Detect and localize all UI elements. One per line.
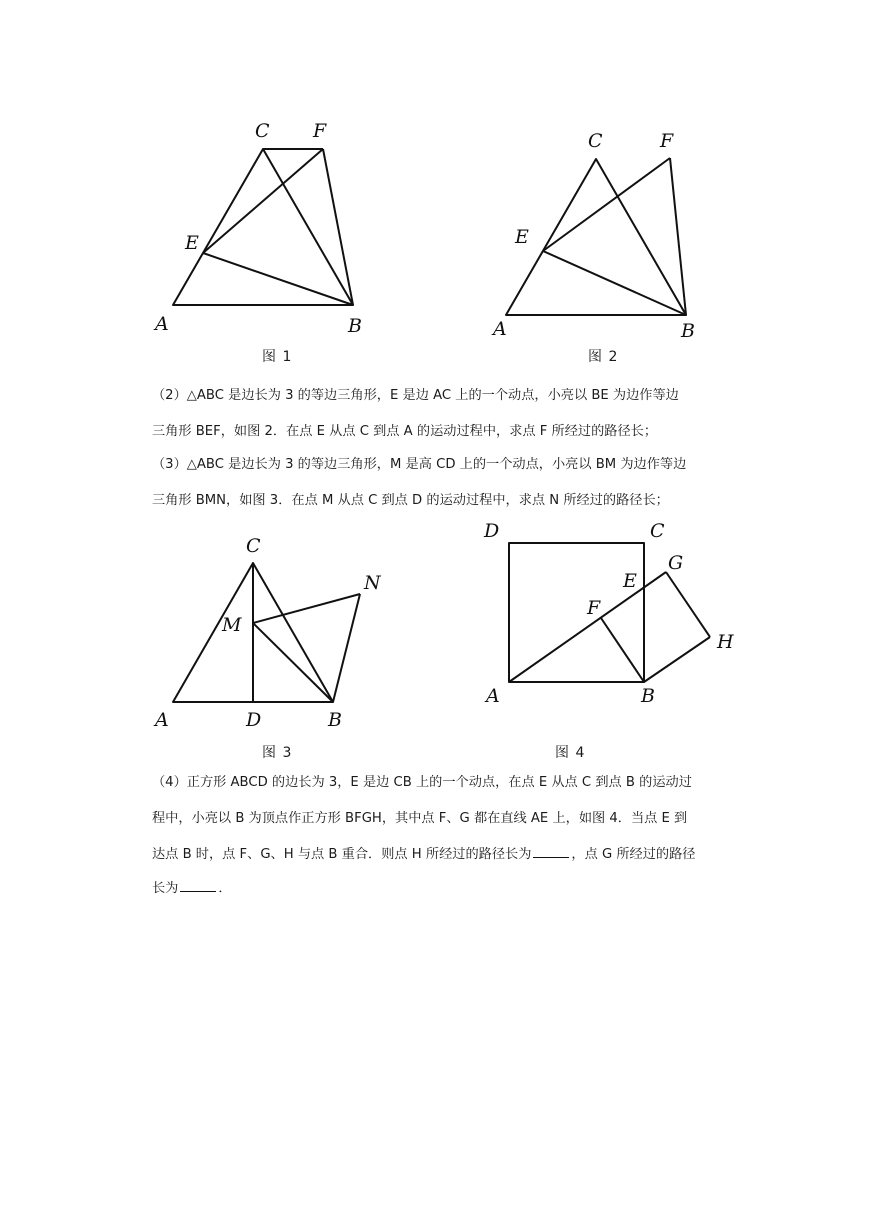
fig4-label-h: H [717, 631, 734, 653]
figure-1 [153, 120, 362, 337]
problem-2-line-2: 三角形 BEF，如图 2．在点 E 从点 C 到点 A 的运动过程中，求点 F 所经过的路径长； [152, 424, 658, 439]
fig2-label-e: E [515, 226, 529, 248]
figure-2 [491, 130, 695, 342]
problem-4-line-4 [152, 871, 752, 907]
fig4-segment-fb [601, 618, 644, 682]
fig4-label-g: G [668, 552, 684, 574]
fig2-label-a: A [493, 318, 507, 340]
problem-4-line-3-text-b: ，点 G 所经过的路径 [571, 847, 696, 862]
fig2-triangle-abc [506, 159, 686, 315]
fig1-segment-fb [323, 149, 353, 305]
fig2-label-b: B [681, 320, 695, 342]
fig3-label-m: M [222, 614, 242, 636]
fig3-segment-mb [253, 623, 333, 702]
fig1-label-e: E [185, 232, 199, 254]
fig4-segment-gh [666, 572, 710, 637]
figure-3-caption: 图 3 [262, 745, 293, 761]
fig4-label-d: D [484, 520, 500, 542]
fig3-label-c: C [246, 535, 261, 557]
fig2-segment-eb [543, 251, 686, 315]
answer-blank-h-path[interactable] [533, 843, 569, 858]
problem-4-line-2: 程中，小亮以 B 为顶点作正方形 BFGH，其中点 F、G 都在直线 AE 上，如图 4．当点 E 到 [152, 811, 688, 826]
fig4-square-abcd [509, 543, 644, 682]
fig3-label-n: N [364, 572, 381, 594]
fig1-segment-eb [203, 253, 353, 305]
fig2-label-f: F [660, 130, 674, 152]
figure-4-caption: 图 4 [555, 745, 586, 761]
figure-2-caption: 图 2 [588, 349, 619, 365]
fig3-label-d: D [246, 709, 262, 731]
fig2-segment-ef [543, 158, 670, 251]
problem-3-line-2: 三角形 BMN，如图 3．在点 M 从点 C 到点 D 的运动过程中，求点 N 所经过的路径长； [152, 493, 669, 508]
fig1-segment-ef [203, 149, 323, 253]
figure-1-caption: 图 1 [262, 349, 293, 365]
problem-4-line-3-text-a: 达点 B 时，点 F、G、H 与点 B 重合．则点 H 所经过的路径长为 [152, 847, 532, 862]
fig1-label-c: C [255, 120, 270, 142]
fig4-line-ag [509, 572, 666, 682]
fig1-label-b: B [348, 315, 362, 337]
fig1-label-a: A [155, 313, 169, 335]
fig4-label-f: F [587, 597, 601, 619]
figure-4 [483, 520, 734, 707]
fig4-label-c: C [650, 520, 665, 542]
problem-4-line-4-text-a: 长为 [152, 881, 179, 896]
problem-4-line-1: （4）正方形 ABCD 的边长为 3，E 是边 CB 上的一个动点，在点 E 从点 C 到点 B 的运动过 [152, 775, 692, 790]
problem-2-line-1: （2）△ABC 是边长为 3 的等边三角形，E 是边 AC 上的一个动点，小亮以 BE 为边作等边 [152, 388, 679, 403]
fig1-triangle-abc [173, 149, 353, 305]
problem-4-line-4-text-b: ． [218, 881, 232, 896]
figure-3 [153, 535, 382, 731]
fig3-segment-nb [333, 594, 360, 702]
fig3-segment-mn [253, 594, 360, 623]
answer-blank-g-path[interactable] [180, 877, 216, 892]
problem-3-line-1: （3）△ABC 是边长为 3 的等边三角形，M 是高 CD 上的一个动点，小亮以 BM 为边作等边 [152, 457, 687, 472]
fig1-label-f: F [313, 120, 327, 142]
fig3-label-b: B [328, 709, 342, 731]
problem-4-line-3 [152, 837, 752, 873]
fig4-segment-hb [644, 637, 710, 682]
fig2-label-c: C [588, 130, 603, 152]
fig4-label-e: E [623, 570, 637, 592]
fig4-label-b: B [641, 685, 655, 707]
fig4-label-a: A [486, 685, 500, 707]
fig3-label-a: A [155, 709, 169, 731]
